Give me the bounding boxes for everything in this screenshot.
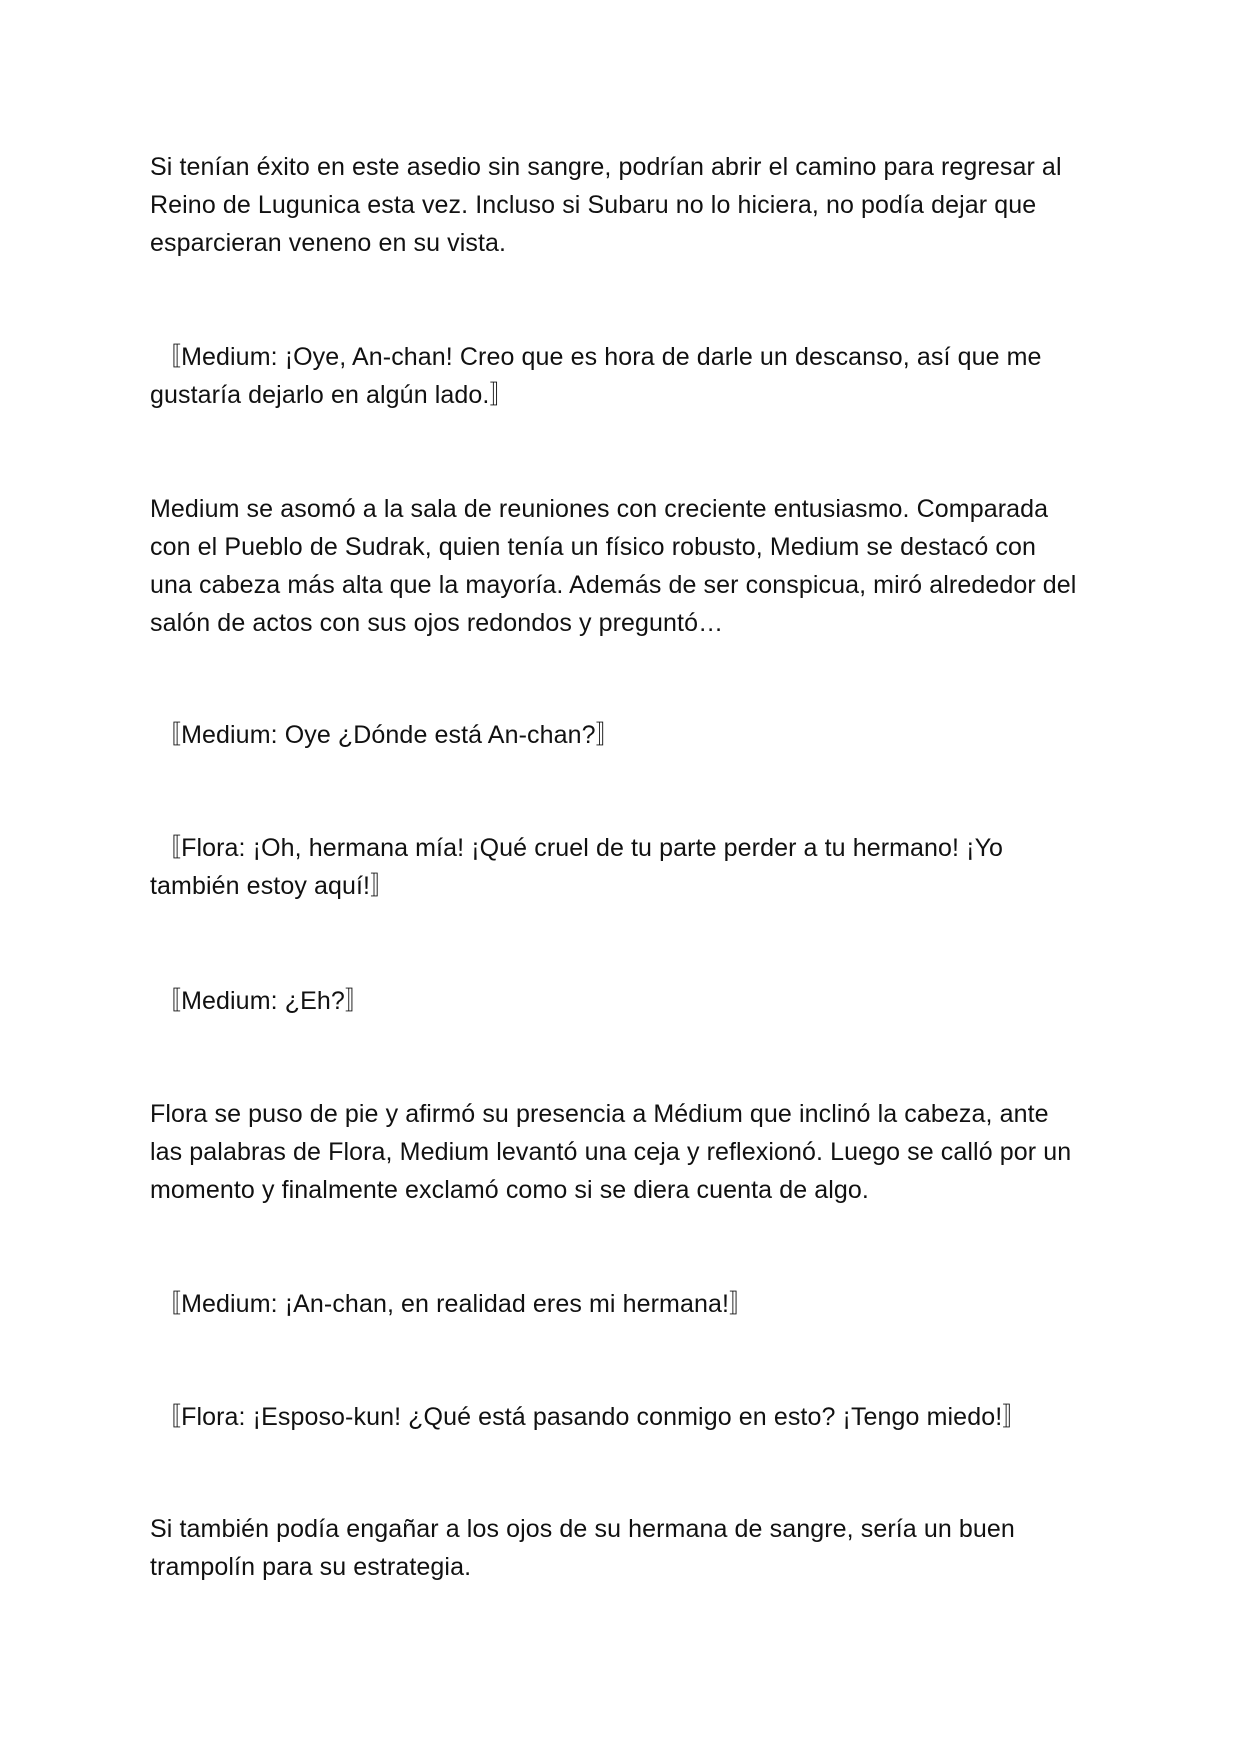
dialogue-line: 〚Flora: ¡Esposo-kun! ¿Qué está pasando conmigo en esto? ¡Tengo miedo!〛 — [156, 1403, 1028, 1431]
dialogue-line: 〚Medium: ¡Oye, An-chan! Creo que es hora de darle un descanso, así que me gustaría dejarlo en algún lado.〛 — [150, 343, 1042, 409]
narration-paragraph: Flora se puso de pie y afirmó su presencia a Médium que inclinó la cabeza, ante las palabras de Flora, Medium levantó una ceja y reflexionó. Luego se calló por un momento y finalmente exclamó como si se diera cuenta de algo. — [150, 1100, 1072, 1204]
narration-paragraph: Si también podía engañar a los ojos de su hermana de sangre, sería un buen trampolín para su estrategia. — [150, 1515, 1015, 1581]
dialogue-line: 〚Medium: Oye ¿Dónde está An-chan?〛 — [156, 721, 621, 749]
dialogue-line: 〚Flora: ¡Oh, hermana mía! ¡Qué cruel de tu parte perder a tu hermano! ¡Yo también estoy aquí!〛 — [150, 834, 1004, 900]
narration-paragraph: Si tenían éxito en este asedio sin sangre, podrían abrir el camino para regresar al Reino de Lugunica esta vez. Incluso si Subaru no lo hiciera, no podía dejar que esparcieran veneno en su vista. — [150, 153, 1062, 257]
dialogue-line: 〚Medium: ¡An-chan, en realidad eres mi hermana!〛 — [156, 1290, 755, 1318]
dialogue-line: 〚Medium: ¿Eh?〛 — [156, 987, 370, 1015]
narration-paragraph: Medium se asomó a la sala de reuniones con creciente entusiasmo. Comparada con el Pueblo de Sudrak, quien tenía un físico robusto, Medium se destacó con una cabeza más alta que la mayoría. Además de ser conspicua, miró alrededor del salón de actos con sus ojos redondos y preguntó… — [150, 495, 1077, 637]
